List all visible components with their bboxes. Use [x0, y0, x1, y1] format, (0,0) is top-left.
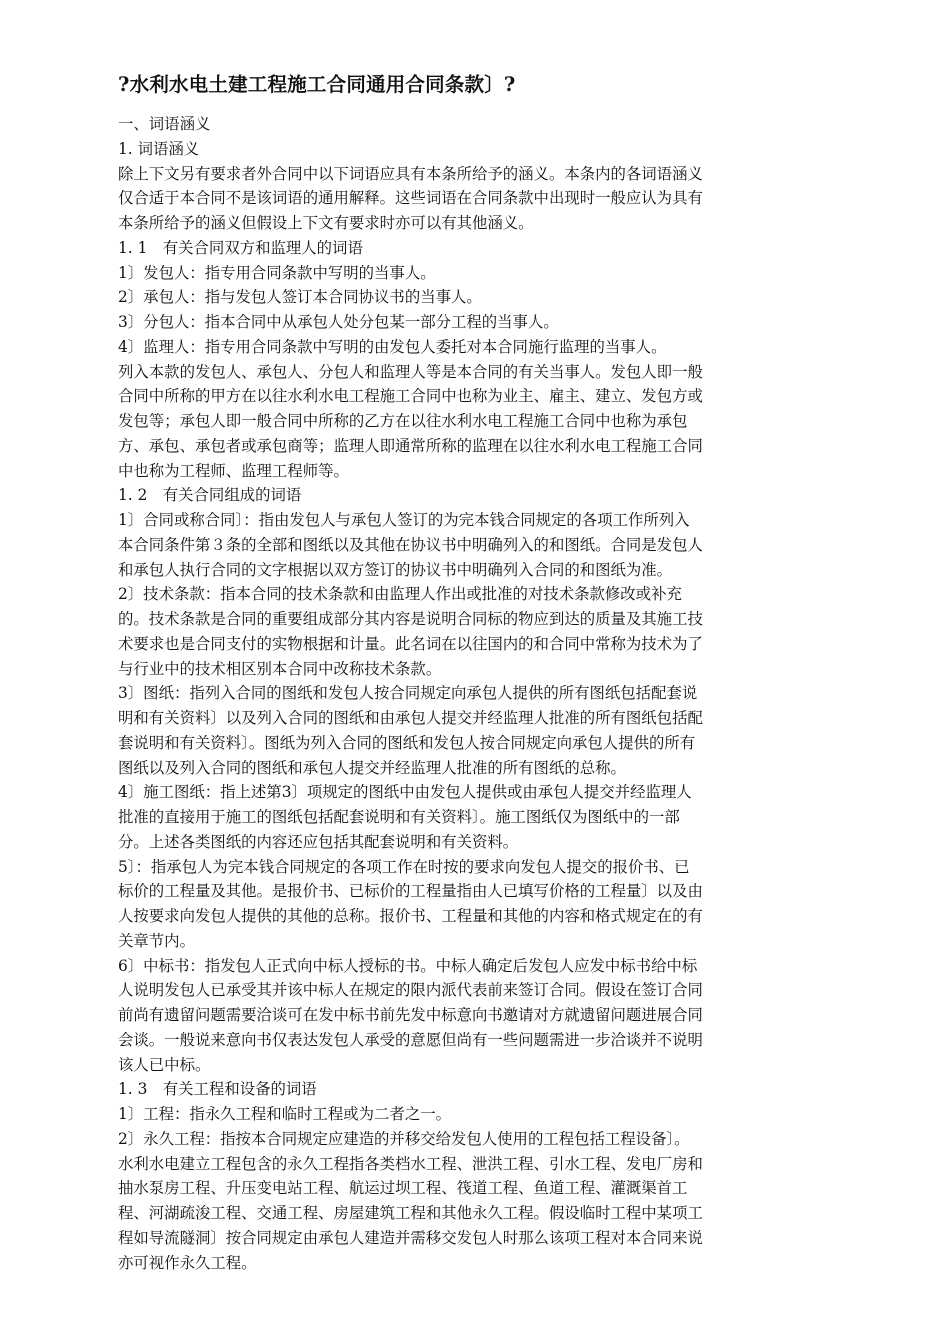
text-line: 标价的工程量及其他。是报价书、已标价的工程量指由人已填写价格的工程量〕以及由	[118, 882, 703, 901]
text-line: 一、词语涵义	[118, 115, 211, 133]
text-line: 2〕承包人：指与发包人签订本合同协议书的当事人。	[118, 288, 482, 307]
text-line: 1. 1 有关合同双方和监理人的词语	[118, 238, 363, 257]
text-line: 1. 2 有关合同组成的词语	[118, 486, 302, 505]
text-line: 1. 词语涵义	[118, 139, 200, 158]
text-line: 方、承包、承包者或承包商等；监理人即通常所称的监理在以往水利水电工程施工合同	[118, 436, 703, 455]
text-line: 水利水电建立工程包含的永久工程指各类档水工程、泄洪工程、引水工程、发电厂房和	[118, 1154, 703, 1173]
text-line: 图纸以及列入合同的图纸和承包人提交并经监理人批准的所有图纸的总称。	[118, 758, 626, 777]
text-line: 除上下文另有要求者外合同中以下词语应具有本条所给予的涵义。本条内的各词语涵义	[118, 164, 703, 183]
text-line: 人按要求向发包人提供的其他的总称。报价书、工程量和其他的内容和格式规定在的有	[118, 907, 703, 925]
text-line: 关章节内。	[118, 931, 195, 950]
text-line: 2〕技术条款：指本合同的技术条款和由监理人作出或批准的对技术条款修改或补充	[118, 585, 682, 604]
text-line: 1〕合同或称合同〕：指由发包人与承包人签订的为完本钱合同规定的各项工作所列入	[118, 511, 690, 529]
text-line: 前尚有遗留问题需要洽谈可在发中标书前先发中标意向书邀请对方就遗留问题进展合同	[118, 1006, 703, 1024]
text-line: 2〕永久工程：指按本合同规定应建造的并移交给发包人使用的工程包括工程设备〕。	[118, 1129, 690, 1148]
text-line: 抽水泵房工程、升压变电站工程、航运过坝工程、筏道工程、鱼道工程、灌溉渠首工	[118, 1179, 688, 1198]
text-line: 会谈。一般说来意向书仅表达发包人承受的意愿但尚有一些问题需进一步洽谈并不说明	[118, 1030, 703, 1049]
text-line: 本条所给予的涵义但假设上下文有要求时亦可以有其他涵义。	[118, 214, 534, 232]
text-line: 和承包人执行合同的文字根据以双方签订的协议书中明确列入合同的和图纸为准。	[118, 560, 673, 579]
text-line: 1. 3 有关工程和设备的词语	[118, 1080, 317, 1099]
text-line: 分。上述各类图纸的内容还应包括其配套说明和有关资料。	[118, 832, 519, 851]
text-line: 该人已中标。	[118, 1055, 211, 1074]
text-line: 5〕：指承包人为完本钱合同规定的各项工作在时按的要求向发包人提交的报价书、已	[118, 857, 690, 876]
text-line: 批准的直接用于施工的图纸包括配套说明和有关资料〕。施工图纸仅为图纸中的一部	[118, 808, 680, 826]
text-line: 3〕图纸：指列入合同的图纸和发包人按合同规定向承包人提供的所有图纸包括配套说	[118, 684, 698, 703]
text-line: 套说明和有关资料〕。图纸为列入合同的图纸和发包人按合同规定向承包人提供的所有	[118, 733, 696, 752]
text-line: 本合同条件第３条的全部和图纸以及其他在协议书中明确列入的和图纸。合同是发包人	[118, 535, 703, 554]
text-line: 仅合适于本合同不是该词语的通用解释。这些词语在合同条款中出现时一般应认为具有	[118, 189, 703, 208]
text-line: 6〕中标书：指发包人正式向中标人授标的书。中标人确定后发包人应发中标书给中标	[118, 956, 698, 975]
text-line: 明和有关资料〕以及列入合同的图纸和由承包人提交并经监理人批准的所有图纸包括配	[118, 709, 703, 727]
text-line: 中也称为工程师、监理工程师等。	[118, 461, 349, 480]
text-line: 程如导流隧洞〕按合同规定由承包人建造并需移交发包人时那么该项工程对本合同来说	[118, 1228, 703, 1247]
document-title: ?水利水电土建工程施工合同通用合同条款〕?	[118, 73, 516, 96]
text-line: 3〕分包人：指本合同中从承包人处分包某一部分工程的当事人。	[118, 313, 559, 331]
text-line: 4〕施工图纸：指上述第3〕项规定的图纸中由发包人提供或由承包人提交并经监理人	[118, 783, 692, 802]
text-line: 人说明发包人已承受其并该中标人在规定的限内派代表前来签订合同。假设在签订合同	[118, 981, 703, 1000]
text-line: 与行业中的技术相区别本合同中改称技术条款。	[118, 659, 442, 678]
text-line: 合同中所称的甲方在以往水利水电工程施工合同中也称为业主、雇主、建立、发包方或	[118, 387, 703, 406]
text-line: 4〕监理人：指专用合同条款中写明的由发包人委托对本合同施行监理的当事人。	[118, 337, 667, 356]
text-line: 发包等；承包人即一般合同中所称的乙方在以往水利水电工程施工合同中也称为承包	[118, 412, 688, 430]
document-body	[118, 112, 850, 1275]
text-line: 亦可视作永久工程。	[118, 1253, 257, 1272]
text-line: 术要求也是合同支付的实物根据和计量。此名词在以往国内的和合同中常称为技术为了	[118, 634, 703, 653]
text-line: 程、河湖疏浚工程、交通工程、房屋建筑工程和其他永久工程。假设临时工程中某项工	[118, 1204, 703, 1222]
text-line: 1〕工程：指永久工程和临时工程或为二者之一。	[118, 1105, 451, 1123]
text-line: 的。技术条款是合同的重要组成部分其内容是说明合同标的物应到达的质量及其施工技	[118, 610, 703, 628]
text-line: 列入本款的发包人、承包人、分包人和监理人等是本合同的有关当事人。发包人即一般	[118, 362, 703, 381]
text-line: 1〕发包人：指专用合同条款中写明的当事人。	[118, 263, 436, 282]
